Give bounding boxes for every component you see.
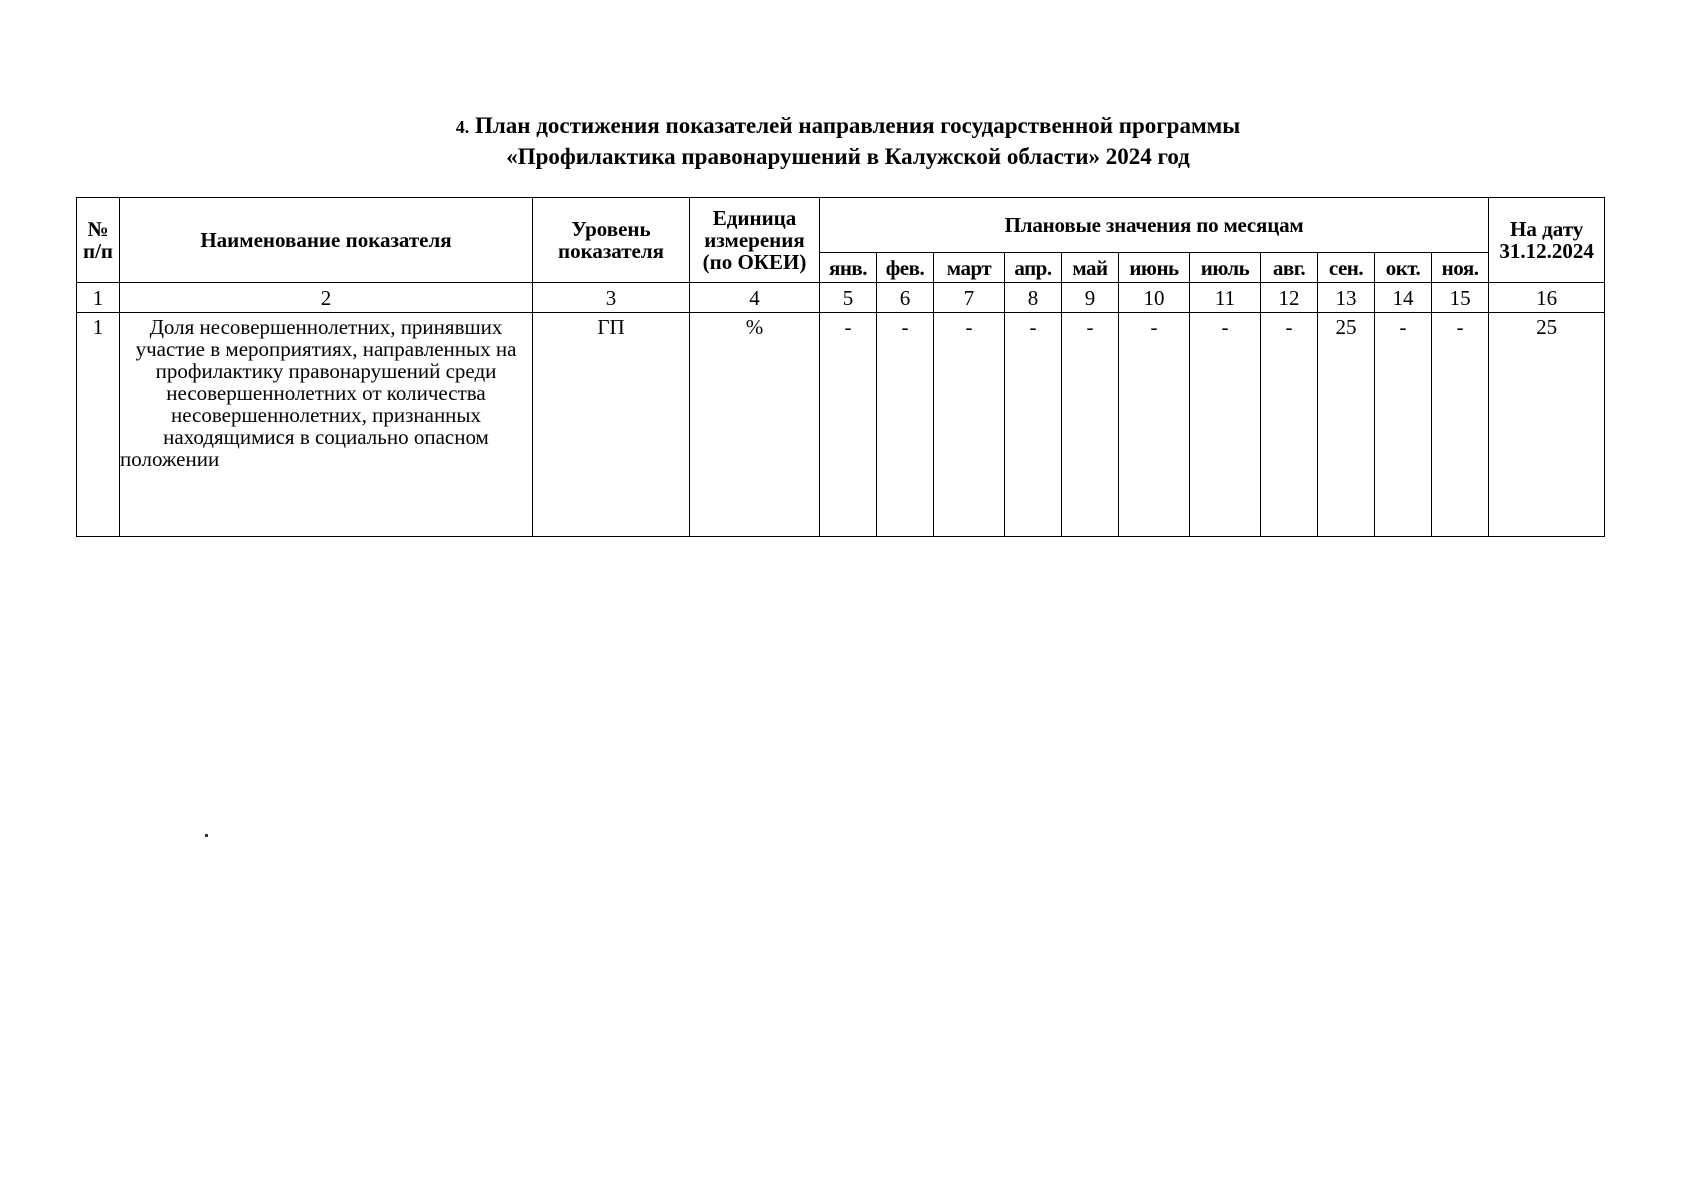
value-apr: -: [1005, 313, 1062, 537]
column-number: 2: [120, 283, 533, 313]
header-month-nov: ноя.: [1432, 253, 1489, 283]
column-number: 11: [1190, 283, 1261, 313]
header-num: № п/п: [77, 198, 120, 283]
indicator-level: ГП: [533, 313, 690, 537]
column-numbers-row: [77, 283, 1605, 313]
column-number: 12: [1261, 283, 1318, 313]
column-number: 16: [1489, 283, 1605, 313]
header-planned: Плановые значения по месяцам: [820, 198, 1489, 253]
column-number: 10: [1119, 283, 1190, 313]
header-month-jul: июль: [1190, 253, 1261, 283]
column-number: 1: [77, 283, 120, 313]
title-line-2: «Профилактика правонарушений в Калужской области» 2024 год: [506, 144, 1190, 169]
scan-speck: [205, 834, 208, 837]
column-number: 7: [934, 283, 1005, 313]
value-may: -: [1062, 313, 1119, 537]
column-number: 14: [1375, 283, 1432, 313]
column-number: 13: [1318, 283, 1375, 313]
value-on-date: 25: [1489, 313, 1605, 537]
header-month-feb: фев.: [877, 253, 934, 283]
value-nov: -: [1432, 313, 1489, 537]
page-title: [0, 111, 1696, 171]
column-number: 15: [1432, 283, 1489, 313]
value-sep: 25: [1318, 313, 1375, 537]
header-level: Уровень показателя: [533, 198, 690, 283]
header-month-jun: июнь: [1119, 253, 1190, 283]
header-on-date: На дату 31.12.2024: [1489, 198, 1605, 283]
header-month-aug: авг.: [1261, 253, 1318, 283]
value-oct: -: [1375, 313, 1432, 537]
title-line-1: [0, 111, 1696, 142]
header-name: Наименование показателя: [120, 198, 533, 283]
column-number: 9: [1062, 283, 1119, 313]
column-number: 3: [533, 283, 690, 313]
value-jul: -: [1190, 313, 1261, 537]
value-jun: -: [1119, 313, 1190, 537]
header-month-oct: окт.: [1375, 253, 1432, 283]
title-prefix: 4.: [455, 117, 470, 137]
indicator-unit: %: [690, 313, 820, 537]
value-jan: -: [820, 313, 877, 537]
header-month-sep: сен.: [1318, 253, 1375, 283]
header-month-apr: апр.: [1005, 253, 1062, 283]
column-number: 5: [820, 283, 877, 313]
header-unit: Единица измерения (по ОКЕИ): [690, 198, 820, 283]
table-row: [77, 313, 1605, 537]
indicators-table: [76, 197, 1605, 537]
column-number: 8: [1005, 283, 1062, 313]
header-month-may: май: [1062, 253, 1119, 283]
value-aug: -: [1261, 313, 1318, 537]
header-row: [77, 198, 1605, 253]
row-index: 1: [77, 313, 120, 537]
column-number: 4: [690, 283, 820, 313]
header-month-jan: янв.: [820, 253, 877, 283]
column-number: 6: [877, 283, 934, 313]
header-month-mar: март: [934, 253, 1005, 283]
indicator-name: Доля несовершеннолетних, принявших участие в мероприятиях, направленных на профилактику правонарушений среди несовершеннолетних от количества несовершеннолетних, признанных находящимися в социально опасном положении: [120, 313, 533, 537]
value-mar: -: [934, 313, 1005, 537]
value-feb: -: [877, 313, 934, 537]
title-line-1-text: План достижения показателей направления государственной программы: [474, 113, 1241, 138]
